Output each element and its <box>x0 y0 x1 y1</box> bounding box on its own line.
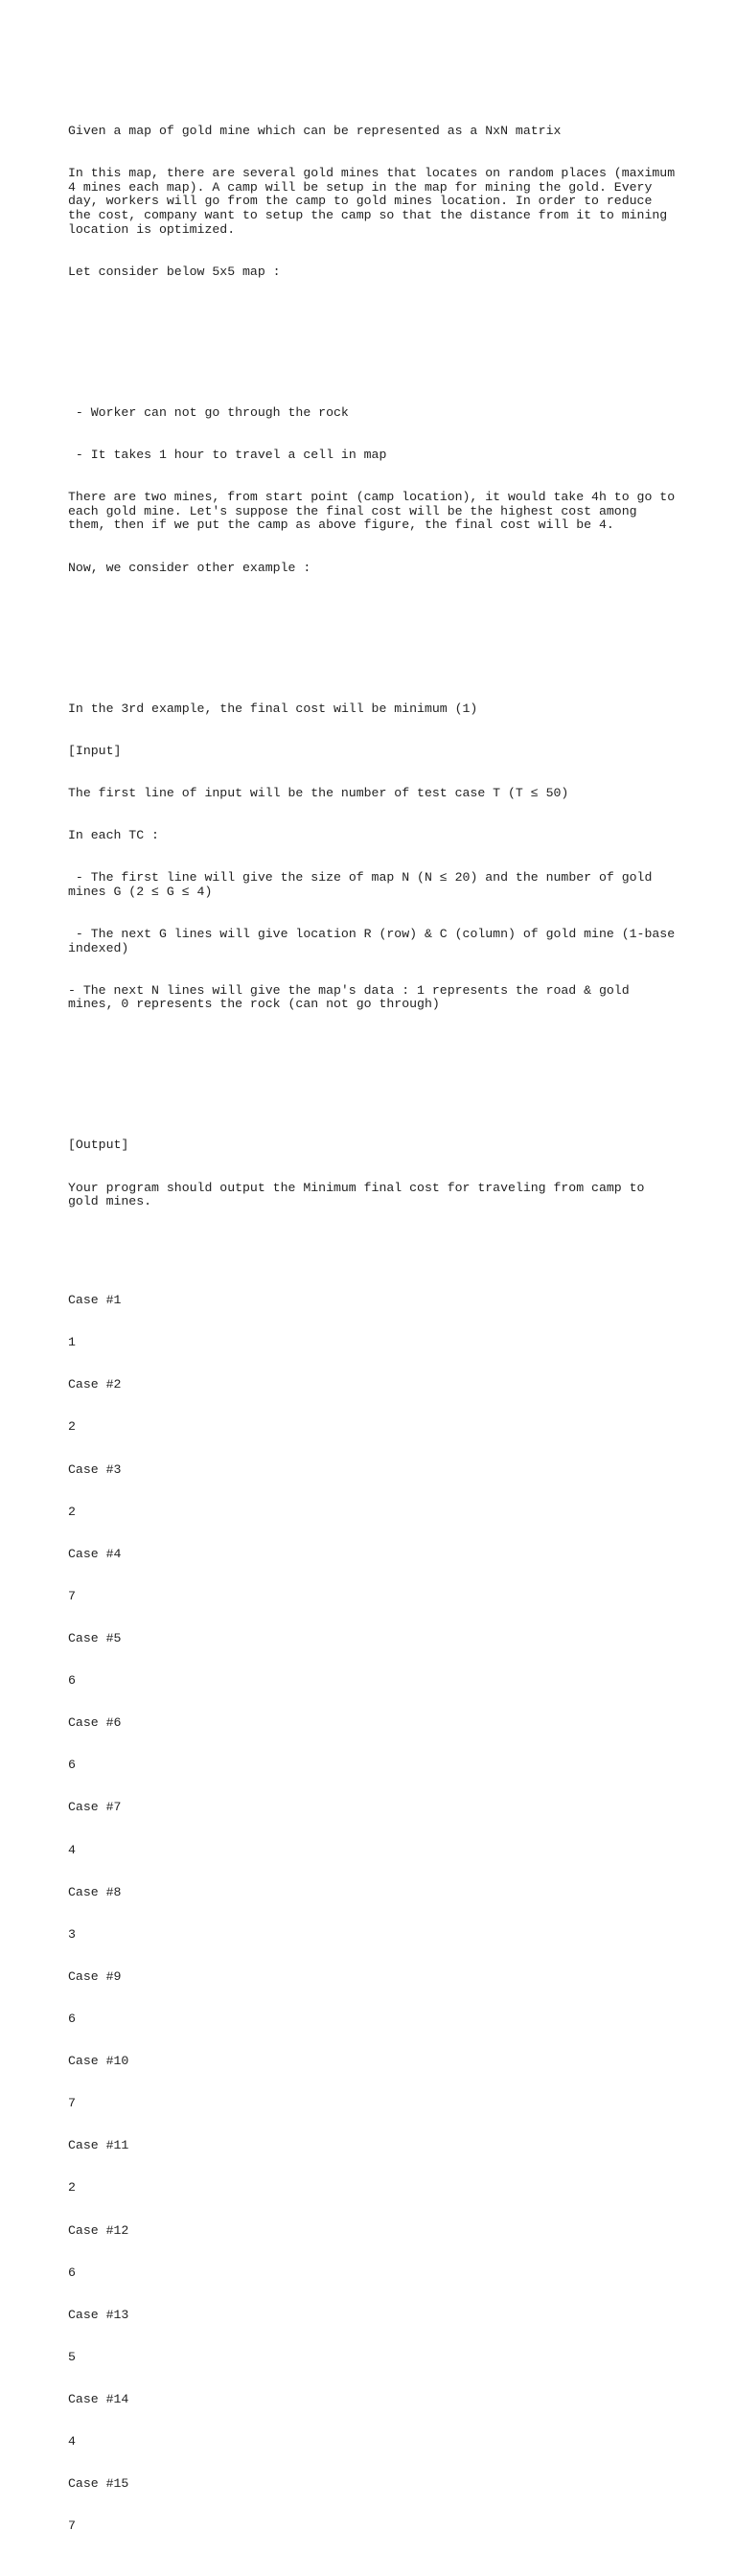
case-value: 5 <box>68 2349 76 2364</box>
case-value: 2 <box>68 2180 76 2196</box>
case-label: Case #2 <box>68 1377 122 1392</box>
input-line: In each TC : <box>68 827 159 842</box>
input-line: - The first line will give the size of map N (N ≤ 20) and the number of gold mines G (2 ≤ G ≤ 4) <box>68 870 660 899</box>
case-value: 6 <box>68 1758 76 1773</box>
case-value: 7 <box>68 1588 76 1603</box>
output-line: [Output] <box>68 1138 129 1153</box>
case-label: Case #15 <box>68 2476 129 2492</box>
blank-line <box>68 632 681 646</box>
case-value: 1 <box>68 1335 76 1350</box>
case-label: Case #13 <box>68 2307 129 2322</box>
case-value: 4 <box>68 1842 76 1857</box>
intro-section <box>68 96 681 308</box>
case-label: Case #10 <box>68 2054 129 2069</box>
cases-list <box>68 1266 681 2563</box>
rules-line: Now, we consider other example : <box>68 560 311 575</box>
input-line: - The next G lines will give location R (row) & C (column) of gold mine (1-base indexed) <box>68 926 683 955</box>
case-label: Case #3 <box>68 1461 122 1477</box>
rules-line: There are two mines, from start point (camp location), it would take 4h to go to each gold mine. Let's suppose the final cost will be the highest cost among them, then if we put the camp as above figure, the final cost will be 4. <box>68 490 683 533</box>
blank-line <box>68 1069 681 1083</box>
case-value: 6 <box>68 2265 76 2280</box>
input-line: In the 3rd example, the final cost will be minimum (1) <box>68 701 478 716</box>
case-value: 6 <box>68 2011 76 2026</box>
case-label: Case #6 <box>68 1715 122 1731</box>
case-label: Case #1 <box>68 1293 122 1308</box>
intro-line: Let consider below 5x5 map : <box>68 264 281 279</box>
case-value: 7 <box>68 2518 76 2534</box>
input-line: [Input] <box>68 743 122 758</box>
intro-line: In this map, there are several gold mines that locates on random places (maximum 4 mines each map). A camp will be setup in the map for mining the gold. Every day, workers will go from the camp to gold mines location. In order to reduce the cost, company want to setup the camp so that the distance from it to mining location is optimized. <box>68 165 683 237</box>
case-label: Case #9 <box>68 1968 122 1984</box>
input-line: The first line of input will be the number of test case T (T ≤ 50) <box>68 785 569 800</box>
case-label: Case #5 <box>68 1631 122 1645</box>
case-label: Case #14 <box>68 2391 129 2406</box>
case-value: 6 <box>68 1673 76 1689</box>
rules-line: - It takes 1 hour to travel a cell in map <box>68 447 387 462</box>
case-label: Case #8 <box>68 1884 122 1899</box>
input-line: - The next N lines will give the map's data : 1 represents the road & gold mines, 0 represents the rock (can not go through) <box>68 982 637 1012</box>
document-page <box>68 68 681 2576</box>
case-value: 3 <box>68 1926 76 1942</box>
rules-section <box>68 378 681 603</box>
intro-line: Given a map of gold mine which can be represented as a NxN matrix <box>68 123 562 138</box>
case-value: 4 <box>68 2434 76 2450</box>
case-value: 2 <box>68 1504 76 1519</box>
output-line: Your program should output the Minimum final cost for traveling from camp to gold mines. <box>68 1180 653 1209</box>
case-label: Case #7 <box>68 1800 122 1815</box>
case-value: 7 <box>68 2096 76 2111</box>
rules-line: - Worker can not go through the rock <box>68 404 349 420</box>
case-value: 2 <box>68 1419 76 1435</box>
blank-line <box>68 335 681 350</box>
case-label: Case #4 <box>68 1546 122 1561</box>
output-section <box>68 1111 681 1237</box>
case-label: Case #12 <box>68 2222 129 2238</box>
input-section <box>68 674 681 1040</box>
case-label: Case #11 <box>68 2138 129 2153</box>
